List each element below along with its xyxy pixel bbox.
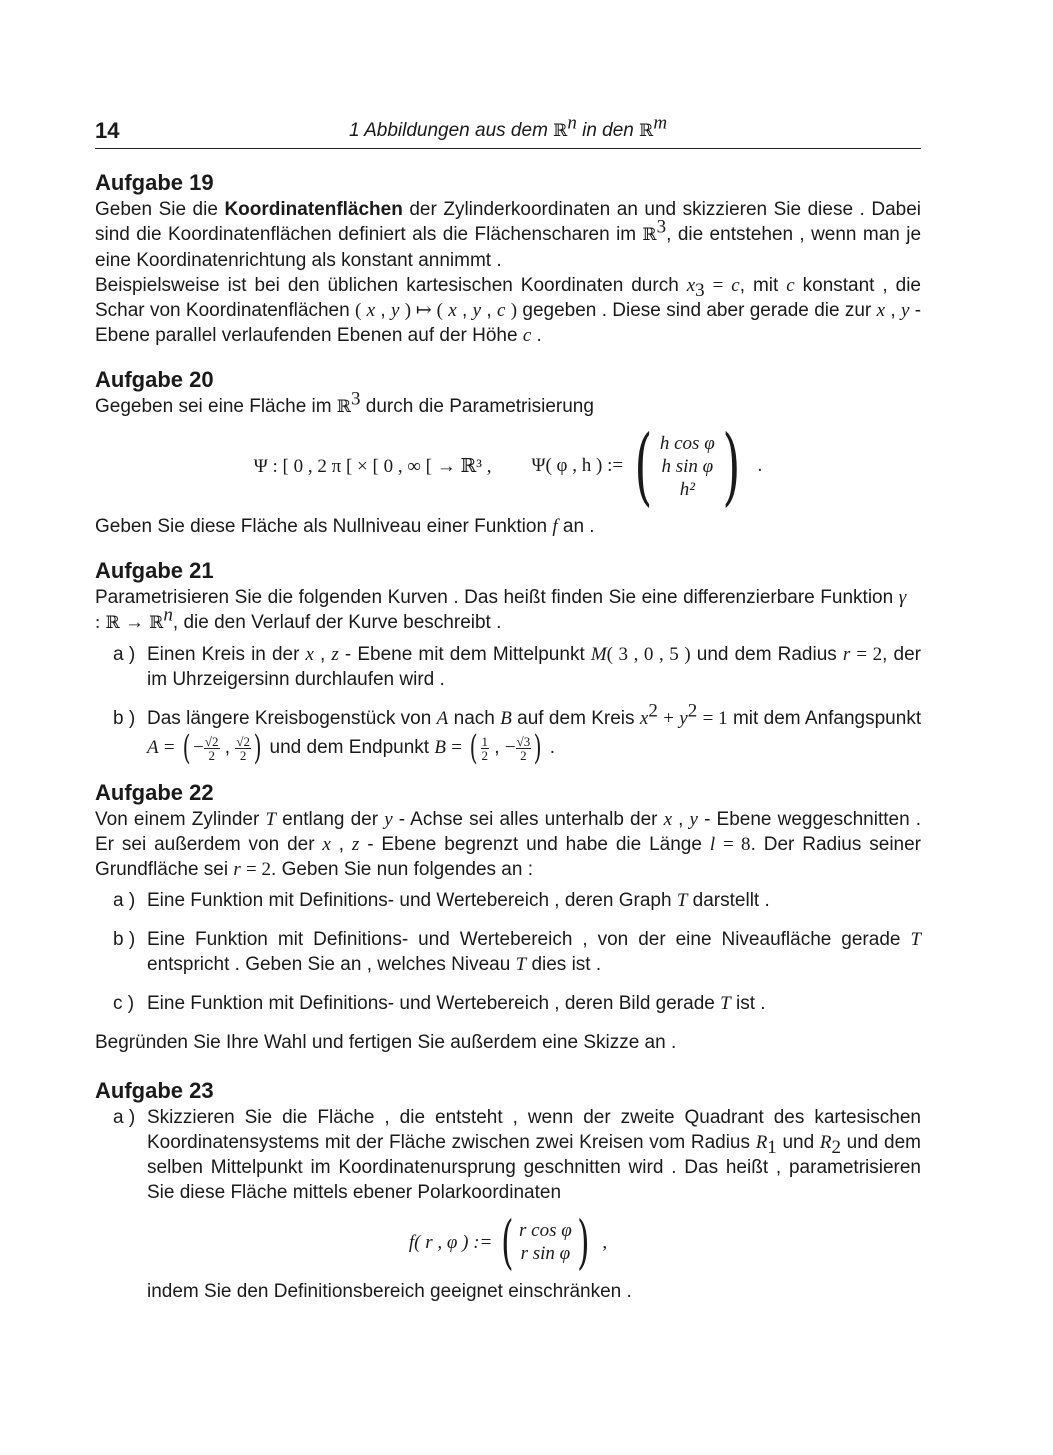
task-19-paragraph-1: Geben Sie die Koordinatenflächen der Zylinderkoordinaten an und skizzieren Sie diese . Dabei sind die Koordinatenflächen definiert als die Flächenscharen im ℝ$^3$, die entstehen , wenn man je eine Koordinatenrichtung als konstant annimmt . [95, 199, 922, 271]
page-header [95, 112, 921, 149]
task-19 [95, 169, 921, 348]
page-number: 14 [95, 118, 120, 143]
task-22-outro: Begründen Sie Ihre Wahl und fertigen Sie außerdem eine Skizze an . [95, 1032, 677, 1053]
task-23-vector: r cos φ r sin φ [519, 1220, 572, 1264]
task-23 [95, 1077, 921, 1304]
running-title: 1 Abbildungen aus dem ℝ$^n$ in den ℝ$^m$ [348, 112, 668, 141]
task-22-list [95, 888, 921, 1016]
task-20-intro: Gegeben sei eine Fläche im ℝ$^3$ durch die Parametrisierung [95, 388, 594, 417]
task-22 [95, 779, 921, 1055]
task-21-title: Aufgabe 21 [95, 558, 214, 583]
task-21-item-a: a ) Einen Kreis in der x , z - Ebene mit dem Mittelpunkt M( 3 , 0 , 5 ) und dem Radius r = 2, der im Uhrzeigersinn durchlaufen wird . [113, 644, 922, 690]
task-22-title: Aufgabe 22 [95, 780, 214, 805]
task-22-item-c: c ) Eine Funktion mit Definitions- und Wertebereich , deren Bild gerade T ist . [113, 993, 766, 1014]
task-20-outro: Geben Sie diese Fläche als Nullniveau einer Funktion f an . [95, 516, 595, 537]
task-23-title: Aufgabe 23 [95, 1078, 214, 1103]
task-23-list [95, 1105, 921, 1304]
task-20-title: Aufgabe 20 [95, 367, 214, 392]
task-21-item-b: b ) Das längere Kreisbogenstück von A nach B auf dem Kreis $x^2 + y^2 = 1$ mit dem Anfangspunkt A = ( − $\frac{√2}{2}$ , $\frac{√2}{2}$ ) und dem Endpunkt B = ( $\frac{1}{2}$ , − $\frac{√3}{2}$ ) . [113, 700, 922, 768]
document-page [95, 112, 922, 1318]
task-21 [95, 557, 922, 768]
task-23-formula: f( r , φ ) := ( r cos φ r sin φ ) , [408, 1208, 608, 1276]
task-20-vector: h cos φ h sin φ h² [659, 432, 715, 500]
task-22-item-b: b ) Eine Funktion mit Definitions- und Wertebereich , von der eine Niveaufläche gerade T entspricht . Geben Sie an , welches Niveau T dies ist . [113, 929, 922, 975]
task-22-intro: Von einem Zylinder T entlang der y - Achse sei alles unterhalb der x , y - Ebene weggeschnitten . Er sei außerdem von der x , z - Ebene begrenzt und habe die Länge l = 8. Der Radius seiner Grundfläche sei r = 2. Geben Sie nun folgendes an : [95, 809, 922, 880]
task-20 [95, 366, 921, 539]
task-19-paragraph-2: Beispielsweise ist bei den üblichen kartesischen Koordinaten durch $x_3 = c$, mit c konstant , die Schar von Koordinatenflächen ( x , y ) ↦ ( x , y , c ) gegeben . Diese sind aber gerade die zur x , y - Ebene parallel verlaufenden Ebenen auf der Höhe c . [95, 275, 922, 346]
task-21-list [95, 642, 922, 768]
task-22-item-a: a ) Eine Funktion mit Definitions- und Wertebereich , deren Graph T darstellt . [113, 890, 770, 911]
task-19-title: Aufgabe 19 [95, 170, 214, 195]
task-21-intro: Parametrisieren Sie die folgenden Kurven . Das heißt finden Sie eine differenzierbare Funktion γ⃗ : ℝ → ℝ$^n$, die den Verlauf der Kurve beschreibt . [95, 587, 921, 633]
task-23-item-a: a ) Skizzieren Sie die Fläche , die entsteht , wenn der zweite Quadrant des kartesischen Koordinatensystems mit der Fläche zwischen zwei Kreisen vom Radius $R_1$ und $R_2$ und dem selben Mittelpunkt im Koordinatenursprung geschnitten wird . Das heißt , parametrisieren Sie diese Fläche mittels ebener Polarkoordinaten f( r , φ ) := ( r cos φ r sin φ ) , indem Sie den Definitionsbereich geeignet einschränken . [95, 1105, 921, 1304]
task-20-formula: Ψ : [ 0 , 2 π [ × [ 0 , ∞ [ → ℝ³ , Ψ( φ , h ) := ( h cos φ h sin φ h² ) . [253, 417, 763, 515]
